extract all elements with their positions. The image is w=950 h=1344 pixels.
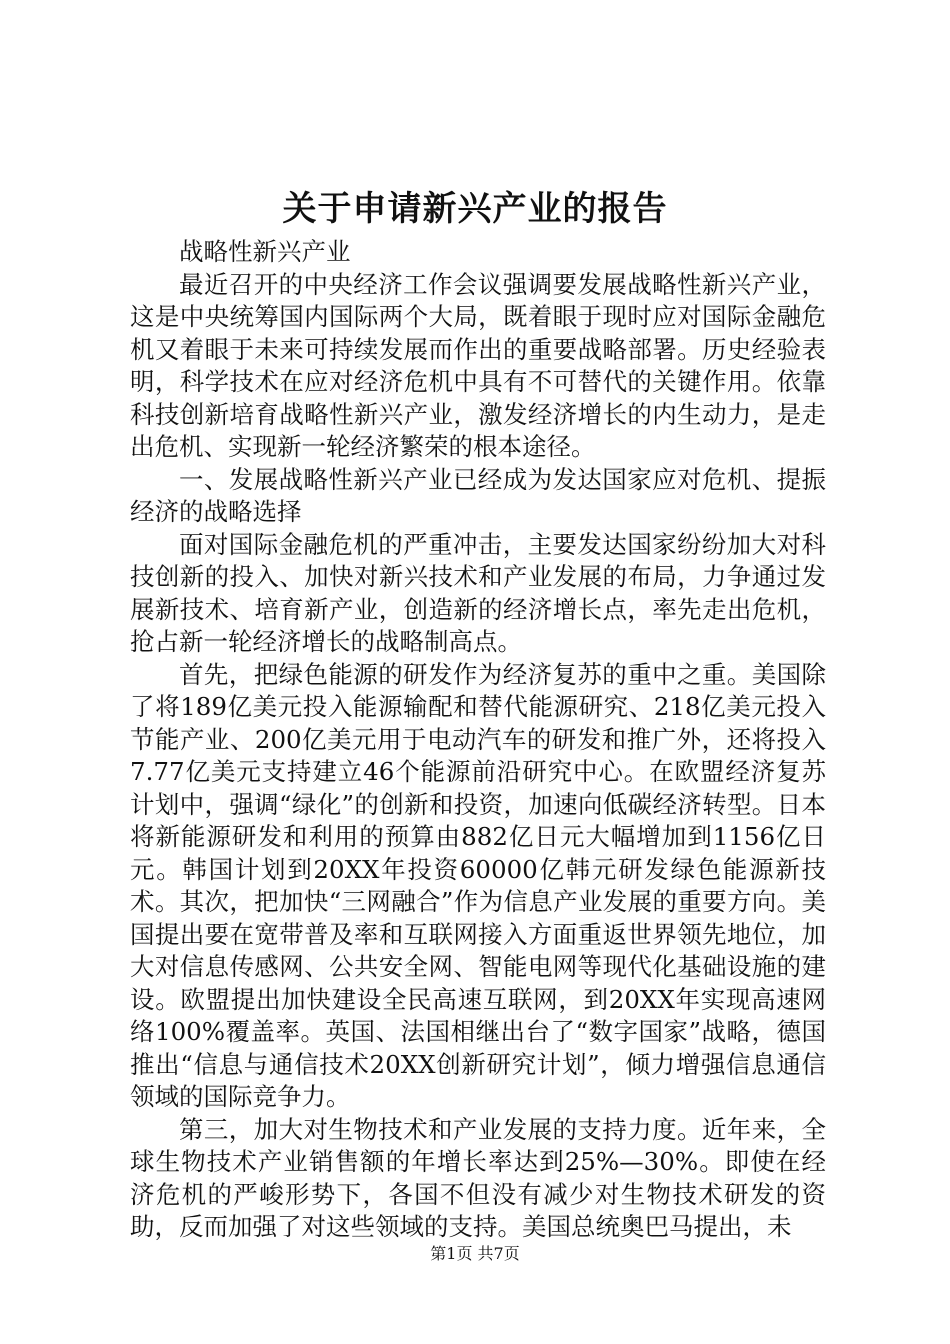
- paragraph-intro: 最近召开的中央经济工作会议强调要发展战略性新兴产业，这是中央统筹国内国际两个大局，既着眼于现时应对国际金融危机又着眼于未来可持续发展而作出的重要战略部署。历史经验表明，科学技术在应对经济危机中具有不可替代的关键作用。依靠科技创新培育战略性新兴产业，激发经济增长的内生动力，是走出危机、实现新一轮经济繁荣的根本途径。: [130, 269, 826, 461]
- paragraph-green-energy: 首先，把绿色能源的研发作为经济复苏的重中之重。美国除了将189亿美元投入能源输配和替代能源研究、218亿美元投入节能产业、200亿美元用于电动汽车的研发和推广外，还将投入7.77亿美元支持建立46个能源前沿研究中心。在欧盟经济复苏计划中，强调“绿化”的创新和投资，加速向低碳经济转型。日本将新能源研发和利用的预算由882亿日元大幅增加到1156亿日元。韩国计划到20XX年投资60000亿韩元研发绿色能源新技术。其次，把加快“三网融合”作为信息产业发展的重要方向。美国提出要在宽带普及率和互联网接入方面重返世界领先地位，加大对信息传感网、公共安全网、智能电网等现代化基础设施的建设。欧盟提出加快建设全民高速互联网，到20XX年实现高速网络100%覆盖率。英国、法国相继出台了“数字国家”战略，德国推出“信息与通信技术20XX创新研究计划”，倾力增强信息通信领域的国际竞争力。: [130, 659, 826, 1111]
- section-heading-one: 一、发展战略性新兴产业已经成为发达国家应对危机、提振经济的战略选择: [130, 464, 826, 526]
- page-footer: 第1页 共7页: [430, 1244, 520, 1263]
- document-title: 关于申请新兴产业的报告: [282, 189, 668, 229]
- document-body: [130, 236, 826, 1244]
- paragraph-subtitle: 战略性新兴产业: [179, 237, 351, 266]
- paragraph-biotech: 第三，加大对生物技术和产业发展的支持力度。近年来，全球生物技术产业销售额的年增长率达到25%—30%。即使在经济危机的严峻形势下，各国不但没有减少对生物技术研发的资助，反而加强了对这些领域的支持。美国总统奥巴马提出，未: [130, 1114, 826, 1241]
- paragraph-crisis-response: 面对国际金融危机的严重冲击，主要发达国家纷纷加大对科技创新的投入、加快对新兴技术和产业发展的布局，力争通过发展新技术、培育新产业，创造新的经济增长点，率先走出危机，抢占新一轮经济增长的战略制高点。: [130, 529, 826, 656]
